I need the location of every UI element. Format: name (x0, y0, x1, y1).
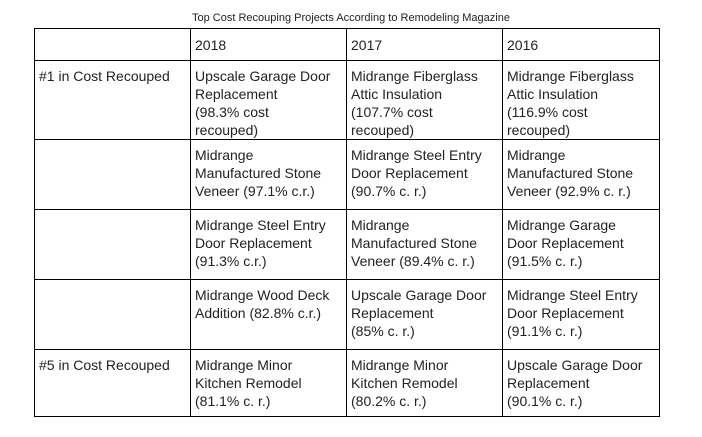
project-cell-line: Manufactured Stone (351, 235, 478, 251)
project-cell-line: (80.2% c. r.) (351, 393, 427, 409)
project-cell-line: Midrange Steel Entry (351, 147, 482, 163)
project-cell-2018 (191, 140, 347, 210)
project-cell-line: Midrange Steel Entry (507, 287, 638, 303)
project-cell-2017 (347, 280, 503, 350)
project-cell-line: Manufactured Stone (195, 165, 322, 181)
project-cell-2018 (191, 350, 347, 417)
project-cell-2018 (191, 210, 347, 280)
rank-label-cell (35, 280, 191, 350)
project-cell-line: Midrange Minor (195, 357, 293, 373)
project-cell-line: Door Replacement (507, 235, 624, 251)
project-cell-line: recouped) (351, 122, 415, 138)
project-cell-line: Upscale Garage Door (507, 357, 643, 373)
cost-recouped-table (34, 28, 660, 417)
rank-label-cell: #5 in Cost Recouped (35, 350, 191, 417)
project-cell-line: (90.1% c. r.) (507, 393, 583, 409)
rank-label-cell: #1 in Cost Recouped (35, 61, 191, 140)
project-cell-2017 (347, 61, 503, 140)
project-cell-2017 (347, 140, 503, 210)
project-cell-line: (91.5% c. r.) (507, 253, 583, 269)
project-cell-line: Kitchen Remodel (351, 375, 458, 391)
project-cell-2017 (347, 350, 503, 417)
project-cell-line: Midrange (351, 217, 410, 233)
project-cell-line: Attic Insulation (507, 86, 599, 102)
header-row (35, 29, 660, 61)
project-cell-line: Midrange Steel Entry (195, 217, 326, 233)
project-cell-line: Replacement (351, 305, 434, 321)
project-cell-line: Midrange Minor (351, 357, 449, 373)
project-cell-2018 (191, 280, 347, 350)
table-row (35, 61, 660, 140)
project-cell-line: Upscale Garage Door (351, 287, 487, 303)
project-cell-line: Midrange Fiberglass (507, 68, 634, 84)
table-row (35, 280, 660, 350)
table-row (35, 350, 660, 417)
rank-label-cell (35, 210, 191, 280)
project-cell-2017 (347, 210, 503, 280)
project-cell-line: (90.7% c. r.) (351, 183, 427, 199)
table-row (35, 210, 660, 280)
table-caption: Top Cost Recouping Projects According to Remodeling Magazine (192, 12, 510, 24)
header-year-2017: 2017 (347, 29, 503, 61)
project-cell-line: Midrange Fiberglass (351, 68, 478, 84)
project-cell-2016 (503, 140, 660, 210)
project-cell-line: Addition (82.8% c.r.) (195, 305, 322, 321)
project-cell-line: Veneer (97.1% c.r.) (195, 183, 315, 199)
project-cell-line: Manufactured Stone (507, 165, 634, 181)
header-year-2016: 2016 (503, 29, 660, 61)
project-cell-line: (91.3% c.r.) (195, 253, 267, 269)
project-cell-line: (85% c. r.) (351, 323, 415, 339)
project-cell-2016 (503, 210, 660, 280)
project-cell-line: Replacement (507, 375, 590, 391)
project-cell-line: (81.1% c. r.) (195, 393, 271, 409)
header-year-2018: 2018 (191, 29, 347, 61)
rank-label-cell (35, 140, 191, 210)
project-cell-line: (116.9% cost (507, 104, 588, 120)
project-cell-line: (91.1% c. r.) (507, 323, 583, 339)
project-cell-line: Door Replacement (351, 165, 468, 181)
project-cell-line: Replacement (195, 86, 278, 102)
project-cell-line: Midrange Garage (507, 217, 616, 233)
header-corner-cell (35, 29, 191, 61)
project-cell-line: Veneer (92.9% c. r.) (507, 183, 631, 199)
project-cell-line: Upscale Garage Door (195, 68, 331, 84)
project-cell-2018 (191, 61, 347, 140)
project-cell-2016 (503, 280, 660, 350)
project-cell-line: recouped) (507, 122, 571, 138)
project-cell-2016 (503, 350, 660, 417)
project-cell-line: recouped) (195, 122, 259, 138)
project-cell-line: Door Replacement (507, 305, 624, 321)
project-cell-line: Midrange (195, 147, 254, 163)
table-row (35, 140, 660, 210)
project-cell-line: Midrange Wood Deck (195, 287, 330, 303)
project-cell-line: Kitchen Remodel (195, 375, 302, 391)
project-cell-2016 (503, 61, 660, 140)
project-cell-line: (107.7% cost (351, 104, 433, 120)
project-cell-line: (98.3% cost (195, 104, 269, 120)
project-cell-line: Midrange (507, 147, 566, 163)
project-cell-line: Attic Insulation (351, 86, 443, 102)
project-cell-line: Door Replacement (195, 235, 312, 251)
project-cell-line: Veneer (89.4% c. r.) (351, 253, 475, 269)
